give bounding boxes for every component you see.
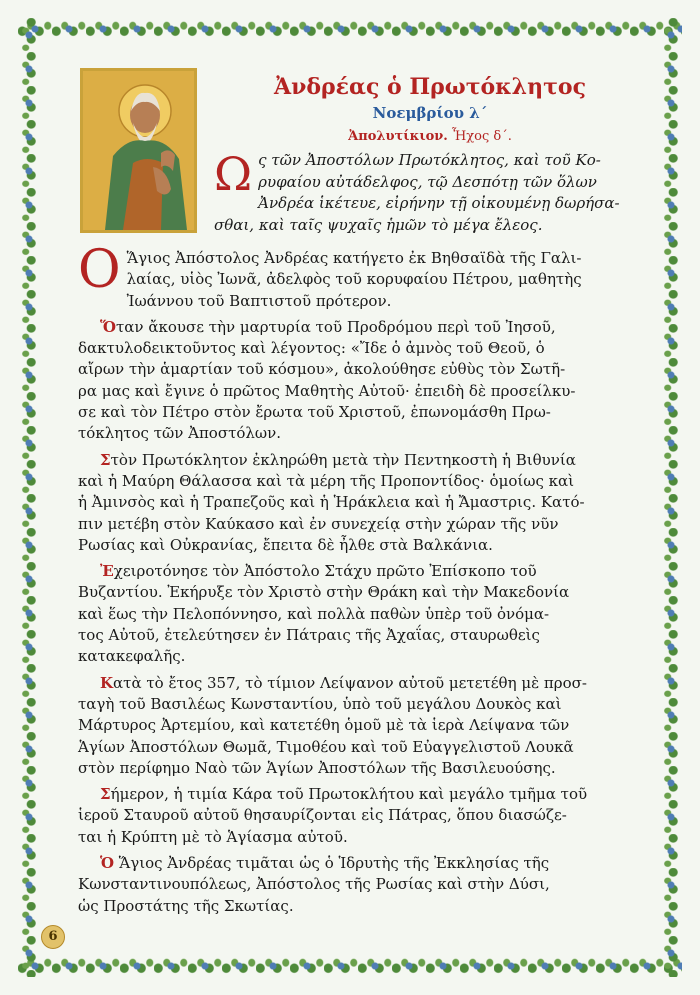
body-line: στὸν περίφημο Ναὸ τῶν Ἁγίων Ἀποστόλων τῆς Βασιλευούσης. bbox=[78, 758, 556, 777]
body-line: καὶ ἕως τὴν Πελοπόννησο, καὶ πολλὰ παθὼν ὑπὲρ τοῦ ὀνόμα- bbox=[78, 604, 550, 623]
hymn-line: σθαι, καὶ ταῖς ψυχαῖς ἡμῶν τὸ μέγα ἔλεος. bbox=[214, 215, 543, 234]
synaxarion-body bbox=[78, 240, 656, 922]
paragraph-initial: Κ bbox=[100, 673, 114, 692]
garland-left bbox=[18, 18, 40, 977]
body-line: Κωνσταντινουπόλεως, Ἀπόστολος τῆς Ρωσίας καὶ στὴν Δύσι, bbox=[78, 875, 550, 894]
body-line bbox=[78, 317, 656, 338]
body-line bbox=[78, 853, 656, 874]
body-line: Ἰωάννου τοῦ Βαπτιστοῦ πρότερον. bbox=[126, 291, 392, 310]
paragraph-7 bbox=[78, 853, 656, 917]
hymn-dropcap: Ω bbox=[214, 147, 253, 201]
body-line bbox=[78, 673, 656, 694]
garland-right bbox=[660, 18, 682, 977]
garland-bottom bbox=[18, 955, 682, 977]
body-line: τόκλητος τῶν Ἀποστόλων. bbox=[78, 424, 282, 443]
body-line-text: ατὰ τὸ ἔτος 357, τὸ τίμιον Λείψανον αὐτοῦ μετετέθη μὲ προσ- bbox=[113, 673, 587, 692]
body-line: Ἅγιος Ἀπόστολος Ἀνδρέας κατήγετο ἐκ Βηθσαϊδὰ τῆς Γαλι- bbox=[126, 249, 582, 267]
hymn-heading bbox=[200, 129, 660, 144]
body-line: Ἁγίων Ἀποστόλων Θωμᾶ, Τιμοθέου καὶ τοῦ Εὐαγγελιστοῦ Λουκᾶ bbox=[78, 737, 574, 756]
paragraph-1 bbox=[78, 240, 656, 312]
body-line-text: ταν ἄκουσε τὴν μαρτυρία τοῦ Προδρόμου περὶ τοῦ Ἰησοῦ, bbox=[116, 317, 556, 336]
body-line: τος Αὐτοῦ, ἐτελεύτησεν ἐν Πάτραις τῆς Ἀχαΐας, σταυρωθεὶς bbox=[78, 626, 540, 645]
hymn-line: ς τῶν Ἀποστόλων Πρωτόκλητος, καὶ τοῦ Κο- bbox=[258, 151, 601, 169]
paragraph-4 bbox=[78, 561, 656, 667]
hymn-line: Ἀνδρέα ἱκέτευε, εἰρήνην τῇ οἰκουμένῃ δωρήσα- bbox=[258, 194, 620, 212]
paragraph-initial: Ὅ bbox=[100, 317, 116, 336]
apolytikion-text bbox=[214, 147, 656, 236]
body-line: δακτυλοδεικτοῦντος καὶ λέγοντος: «Ἴδε ὁ ἀμνὸς τοῦ Θεοῦ, ὁ bbox=[78, 339, 545, 358]
body-line: ἱεροῦ Σταυροῦ αὐτοῦ θησαυρίζονται εἰς Πάτρας, ὅπου διασώζε- bbox=[78, 806, 567, 825]
body-line: αἴρων τὴν ἁμαρτίαν τοῦ κόσμου», ἀκολούθησε εὐθὺς τὸν Σωτῆ- bbox=[78, 360, 566, 379]
saint-andrew-icon bbox=[80, 68, 197, 233]
body-dropcap: Ο bbox=[78, 240, 121, 300]
hymn-label: Ἀπολυτίκιον. bbox=[348, 129, 448, 144]
paragraph-initial: Σ bbox=[100, 450, 111, 469]
paragraph-5 bbox=[78, 673, 656, 779]
feast-date: Νοεμβρίου λ΄ bbox=[372, 104, 488, 122]
body-line-text: χειροτόνησε τὸν Ἀπόστολο Στάχυ πρῶτο Ἐπίσκοπο τοῦ bbox=[113, 562, 537, 581]
body-line: Ρωσίας καὶ Οὐκρανίας, ἔπειτα δὲ ἦλθε στὰ Βαλκάνια. bbox=[78, 535, 493, 554]
body-line: ἡ Ἀμινσὸς καὶ ἡ Τραπεζοῦς καὶ ἡ Ἡράκλεια καὶ ἡ Ἄμαστρις. Κατό- bbox=[78, 493, 585, 512]
body-line-text: τὸν Πρωτόκλητον ἐκληρώθη μετὰ τὴν Πεντηκοστὴ ἡ Βιθυνία bbox=[110, 450, 576, 469]
body-line: καὶ ἡ Μαύρη Θάλασσα καὶ τὰ μέρη τῆς Προποντίδος· ὁμοίως καὶ bbox=[78, 471, 575, 490]
page-title: Ἀνδρέας ὁ Πρωτόκλητος bbox=[274, 74, 586, 100]
body-line bbox=[78, 784, 656, 805]
paragraph-initial: Ἐ bbox=[100, 562, 114, 581]
body-line: σε καὶ τὸν Πέτρο στὸν ἔρωτα τοῦ Χριστοῦ, ἐπωνομάσθη Πρω- bbox=[78, 403, 551, 422]
body-line: ὡς Προστάτης τῆς Σκωτίας. bbox=[78, 896, 294, 915]
paragraph-3 bbox=[78, 450, 656, 556]
paragraph-6 bbox=[78, 784, 656, 848]
body-line: λαίας, υἱὸς Ἰωνᾶ, ἀδελφὸς τοῦ κορυφαίου Πέτρου, μαθητὴς bbox=[126, 270, 582, 289]
body-line: Μάρτυρος Ἀρτεμίου, καὶ κατετέθη ὁμοῦ μὲ τὰ ἱερὰ Λείψανα τῶν bbox=[78, 716, 570, 735]
body-line: Βυζαντίου. Ἐκήρυξε τὸν Χριστὸ στὴν Θράκη καὶ τὴν Μακεδονία bbox=[78, 583, 570, 602]
page-number: 6 bbox=[41, 925, 65, 949]
body-line-text: Ἅγιος Ἀνδρέας τιμᾶται ὡς ὁ Ἱδρυτὴς τῆς Ἐκκλησίας τῆς bbox=[114, 854, 550, 873]
body-line: ταγὴ τοῦ Βασιλέως Κωνσταντίου, ὑπὸ τοῦ μεγάλου Δουκὸς καὶ bbox=[78, 694, 562, 713]
body-line bbox=[78, 450, 656, 471]
garland-top bbox=[18, 18, 682, 40]
paragraph-initial: Ὁ bbox=[100, 854, 115, 873]
body-line-text: ήμερον, ἡ τιμία Κάρα τοῦ Πρωτοκλήτου καὶ μεγάλο τμῆμα τοῦ bbox=[110, 785, 588, 804]
body-line: ται ἡ Κρύπτη μὲ τὸ Ἁγίασμα αὐτοῦ. bbox=[78, 827, 348, 846]
body-line: κατακεφαλῆς. bbox=[78, 647, 186, 666]
body-line: πιν μετέβη στὸν Καύκασο καὶ ἐν συνεχείᾳ στὴν χώραν τῆς νῦν bbox=[78, 514, 559, 533]
body-line: ρα μας καὶ ἔγινε ὁ πρῶτος Μαθητὴς Αὐτοῦ· ἐπειδὴ δὲ προσείλκυ- bbox=[78, 381, 576, 400]
body-line bbox=[78, 561, 656, 582]
hymn-line: ρυφαίου αὐτάδελφος, τῷ Δεσπότῃ τῶν ὅλων bbox=[258, 172, 597, 191]
hymn-tone: Ἦχος δ΄. bbox=[451, 129, 512, 144]
paragraph-2 bbox=[78, 317, 656, 445]
paragraph-initial: Σ bbox=[100, 785, 111, 804]
